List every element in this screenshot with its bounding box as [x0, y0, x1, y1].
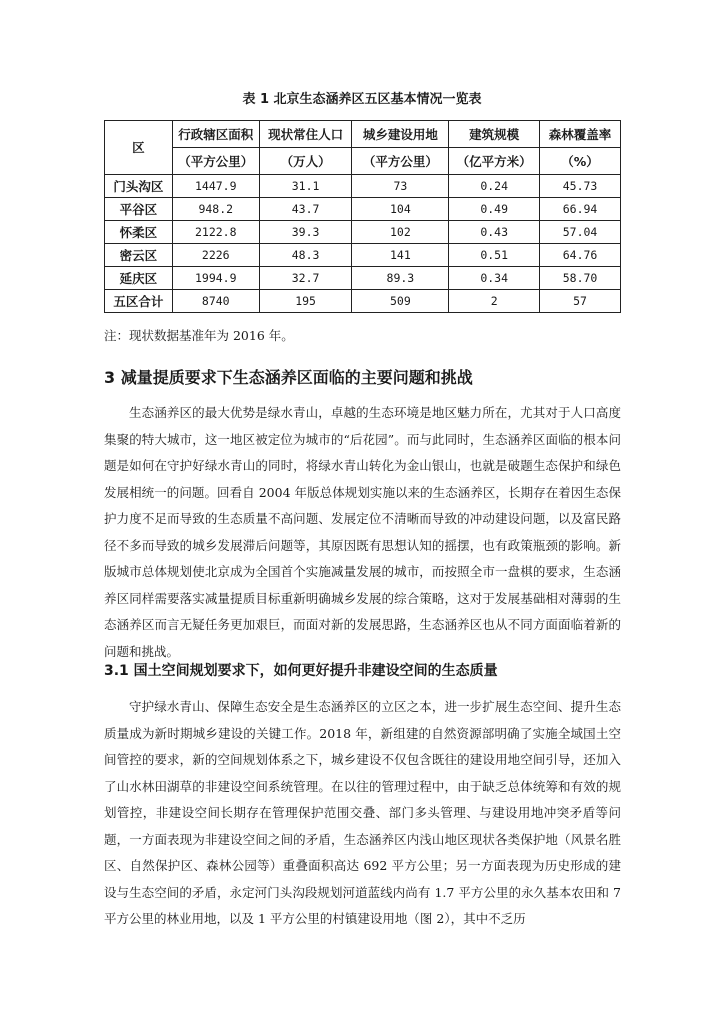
cell-building-scale: 0.51	[449, 244, 540, 267]
cell-building-scale: 2	[449, 290, 540, 313]
header-building-scale-unit: （亿平方米）	[449, 148, 540, 175]
section-paragraph: 生态涵养区的最大优势是绿水青山，卓越的生态环境是地区魅力所在，尤其对于人口高度集聚的特大城市，这一地区被定位为城市的“后花园”。而与此同时，生态涵养区面临的根本问题是如何在守护好绿水青山的同时，将绿水青山转化为金山银山，也就是破题生态保护和绿色发展相统一的问题。回看自 2004 年版总体规划实施以来的生态涵养区，长期存在着因生态保护力度不足而导致的生态质量不高问题、发展定位不清晰而导致的冲动建设问题，以及富民路径不多而导致的城乡发展滞后问题等，其原因既有思想认知的摇摆，也有政策瓶颈的影响。新版城市总体规划使北京成为全国首个实施减量发展的城市，而按照全市一盘棋的要求，生态涵养区同样需要落实减量提质目标重新明确城乡发展的综合策略，这对于发展基础相对薄弱的生态涵养区而言无疑任务更加艰巨，而面对新的发展思路，生态涵养区也从不同方面面临着新的问题和挑战。	[104, 405, 621, 659]
cell-area: 2122.8	[172, 221, 259, 244]
cell-population: 39.3	[259, 221, 352, 244]
header-area-unit: （平方公里）	[172, 148, 259, 175]
cell-district: 五区合计	[105, 290, 173, 313]
cell-forest-cover: 57.04	[540, 221, 621, 244]
cell-area: 1994.9	[172, 267, 259, 290]
cell-population: 43.7	[259, 198, 352, 221]
cell-area: 948.2	[172, 198, 259, 221]
cell-construction-land: 104	[352, 198, 449, 221]
table-row	[105, 221, 621, 244]
cell-forest-cover: 57	[540, 290, 621, 313]
cell-forest-cover: 66.94	[540, 198, 621, 221]
cell-population: 31.1	[259, 175, 352, 198]
cell-area: 1447.9	[172, 175, 259, 198]
cell-building-scale: 0.34	[449, 267, 540, 290]
district-stats-table	[104, 120, 621, 313]
cell-area: 8740	[172, 290, 259, 313]
header-population: 现状常住人口	[259, 121, 352, 148]
subsection-heading: 3.1 国土空间规划要求下，如何更好提升非建设空间的生态质量	[104, 663, 498, 679]
cell-district: 延庆区	[105, 267, 173, 290]
header-construction-land: 城乡建设用地	[352, 121, 449, 148]
cell-construction-land: 509	[352, 290, 449, 313]
table-row	[105, 267, 621, 290]
cell-forest-cover: 45.73	[540, 175, 621, 198]
cell-district: 怀柔区	[105, 221, 173, 244]
header-building-scale: 建筑规模	[449, 121, 540, 148]
cell-construction-land: 102	[352, 221, 449, 244]
cell-construction-land: 89.3	[352, 267, 449, 290]
table-row-total	[105, 290, 621, 313]
table-row	[105, 175, 621, 198]
table-row	[105, 244, 621, 267]
cell-construction-land: 141	[352, 244, 449, 267]
cell-building-scale: 0.24	[449, 175, 540, 198]
subsection-paragraph: 守护绿水青山、保障生态安全是生态涵养区的立区之本，进一步扩展生态空间、提升生态质量成为新时期城乡建设的关键工作。2018 年，新组建的自然资源部明确了实施全域国土空间管控的要求，新的空间规划体系之下，城乡建设不仅包含既往的建设用地空间引导，还加入了山水林田湖草的非建设空间系统管理。在以往的管理过程中，由于缺乏总体统筹和有效的规划管控，非建设空间长期存在管理保护范围交叠、部门多头管理、与建设用地冲突矛盾等问题，一方面表现为非建设空间之间的矛盾，生态涵养区内浅山地区现状各类保护地（风景名胜区、自然保护区、森林公园等）重叠面积高达 692 平方公里；另一方面表现为历史形成的建设与生态空间的矛盾，永定河门头沟段规划河道蓝线内尚有 1.7 平方公里的永久基本农田和 7 平方公里的林业用地，以及 1 平方公里的村镇建设用地（图 2），其中不乏历	[104, 699, 621, 926]
header-forest-cover: 森林覆盖率	[540, 121, 621, 148]
header-population-unit: （万人）	[259, 148, 352, 175]
header-construction-land-unit: （平方公里）	[352, 148, 449, 175]
table-caption: 表 1 北京生态涵养区五区基本情况一览表	[242, 92, 482, 107]
header-district: 区	[105, 121, 173, 175]
table-row	[105, 198, 621, 221]
cell-district: 平谷区	[105, 198, 173, 221]
cell-population: 48.3	[259, 244, 352, 267]
section-heading: 3 减量提质要求下生态涵养区面临的主要问题和挑战	[104, 368, 473, 387]
header-forest-cover-unit: （%）	[540, 148, 621, 175]
cell-construction-land: 73	[352, 175, 449, 198]
cell-building-scale: 0.43	[449, 221, 540, 244]
cell-district: 门头沟区	[105, 175, 173, 198]
cell-population: 32.7	[259, 267, 352, 290]
table-note: 注：现状数据基准年为 2016 年。	[104, 328, 294, 343]
cell-population: 195	[259, 290, 352, 313]
cell-area: 2226	[172, 244, 259, 267]
cell-forest-cover: 64.76	[540, 244, 621, 267]
cell-district: 密云区	[105, 244, 173, 267]
cell-building-scale: 0.49	[449, 198, 540, 221]
header-area: 行政辖区面积	[172, 121, 259, 148]
cell-forest-cover: 58.70	[540, 267, 621, 290]
